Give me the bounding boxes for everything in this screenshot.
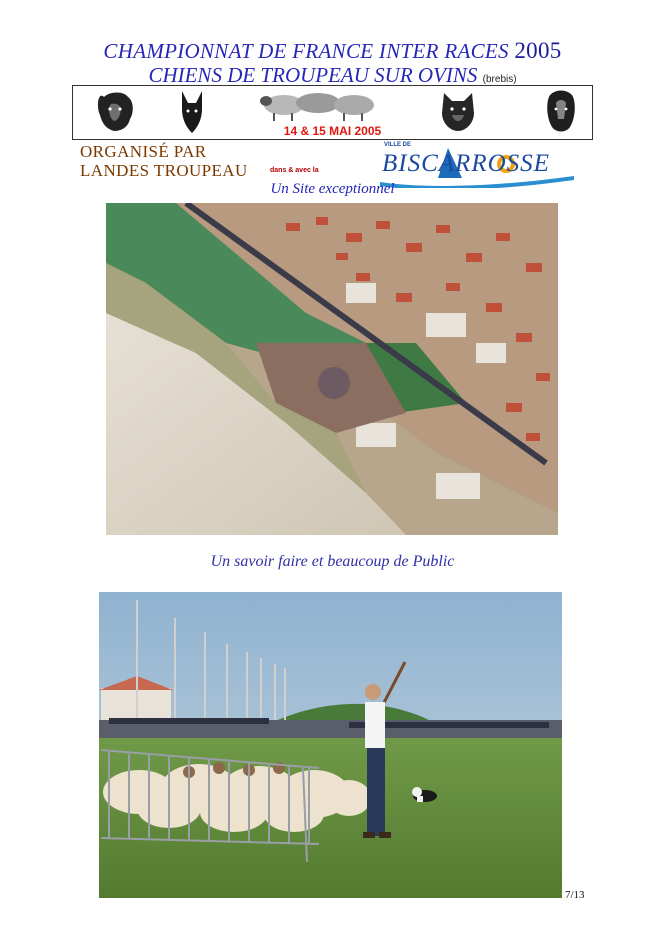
title-line-1 <box>0 38 665 64</box>
with-text: dans & avec la <box>270 167 319 174</box>
aerial-photo <box>106 203 558 535</box>
page-number: 7/13 <box>565 889 585 901</box>
subtitle-note: (brebis) <box>482 74 517 85</box>
savoir-caption: Un savoir faire et beaucoup de Public <box>210 553 455 570</box>
subtitle-text: CHIENS DE TROUPEAU SUR OVINS <box>148 63 478 87</box>
event-dates: 14 & 15 MAI 2005 <box>283 124 382 138</box>
sheep-drawing-icon <box>260 93 374 121</box>
logo-small-text: VILLE DE <box>384 142 412 148</box>
organizer-line-1: ORGANISÉ PAR <box>80 142 207 161</box>
logo-name: BISCARROSSE <box>382 150 550 177</box>
organizer-line-2: LANDES TROUPEAU <box>80 161 248 180</box>
title-year: 2005 <box>514 38 562 63</box>
site-caption: Un Site exceptionnel <box>270 181 395 197</box>
title-text: CHAMPIONNAT DE FRANCE INTER RACES <box>103 39 509 63</box>
organizer-block <box>80 142 248 180</box>
trial-photo <box>99 592 562 898</box>
